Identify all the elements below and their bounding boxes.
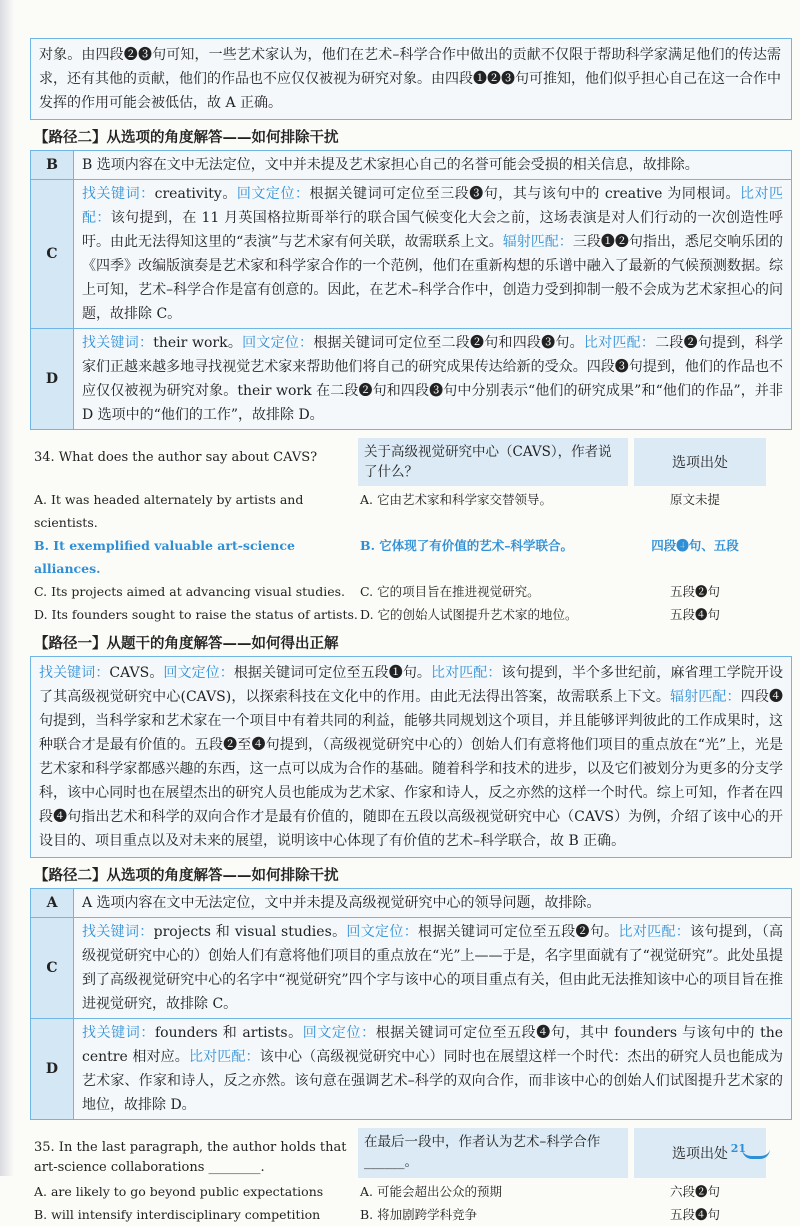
analysis-text: 该句提到，在 11 月英国格拉斯哥举行的联合国气候变化大会之前，这场表演是对人们行动的一次创造性呼吁。由此无法得知这里的“表演”与艺术家有何关联，故需联系上文。	[82, 210, 784, 250]
q34-stem-en: 34. What does the author say about CAVS?	[34, 450, 318, 465]
option-source: 五段❹句	[669, 1207, 720, 1222]
option-en: A. It was headed alternately by artists and scientists.	[34, 492, 304, 530]
question-option-row	[30, 580, 792, 603]
analysis-text: 根据关键词可定位至五段❹句，其中 founders 与该句中的 the centre 相对应。	[82, 1025, 784, 1065]
keyword-step-label: 比对匹配：	[583, 335, 656, 351]
question-option-row	[30, 1203, 792, 1226]
keyword-step-label: 比对匹配：	[82, 186, 784, 226]
option-source: 五段❹句	[669, 607, 720, 622]
option-analysis-row	[31, 1019, 792, 1120]
q35-header	[30, 1128, 792, 1178]
option-cn: A. 可能会超出公众的预期	[360, 1184, 502, 1199]
keyword-step-label: 比对匹配：	[188, 1049, 260, 1065]
option-analysis	[74, 329, 792, 430]
top-paragraph: 对象。由四段❷❸句可知，一些艺术家认为，他们在艺术–科学合作中做出的贡献不仅限于帮助科学家满足他们的传达需求，还有其他的贡献，他们的作品也不应仅仅被视为研究对象。由四段❶❷❸句可推知，他们似乎担心自己在这一合作中发挥的作用可能会被低估，故 A 正确。	[39, 47, 781, 111]
option-source: 六段❷句	[669, 1184, 720, 1199]
q34-options-table	[30, 888, 792, 1120]
question-option-row	[30, 603, 792, 626]
page	[30, 38, 792, 1226]
option-cn: D. 它的创始人试图提升艺术家的地位。	[360, 607, 578, 622]
question-option-row	[30, 534, 792, 580]
option-cn: B. 它体现了有价值的艺术–科学联合。	[360, 538, 574, 553]
analysis-text: 该中心（高级视觉研究中心）同时也在展望这样一个时代：杰出的研究人员也能成为艺术家、作家和诗人，反之亦然。该句意在强调艺术–科学的双向合作，而非该中心的创始人们试图提升艺术家的地位，故排除 D。	[82, 1049, 784, 1113]
option-analysis-row	[31, 151, 792, 180]
option-analysis	[74, 151, 792, 180]
keyword-step-label: 比对匹配：	[431, 665, 502, 681]
option-analysis-row	[31, 918, 792, 1019]
keyword-step-label: 回文定位：	[302, 1025, 376, 1041]
q34-source-header: 选项出处	[634, 438, 766, 486]
option-label: A	[31, 889, 74, 918]
q34-header	[30, 438, 792, 486]
option-analysis	[74, 180, 792, 329]
option-analysis-row	[31, 180, 792, 329]
option-en: A. are likely to go beyond public expectations	[34, 1184, 324, 1199]
page-edge-shadow	[0, 0, 14, 1176]
route2-title-a: 【路径二】从选项的角度解答——如何排除干扰	[34, 130, 339, 146]
analysis-text: 根据关键词可定位至五段❶句。	[233, 665, 432, 681]
analysis-text: 根据关键词可定位至五段❷句。	[418, 924, 619, 940]
keyword-step-label: 找关键词：	[39, 665, 110, 681]
analysis-text: 根据关键词可定位至三段❸句，其与该句中的 creative 为同根词。	[309, 186, 740, 202]
keyword-step-label: 找关键词：	[82, 186, 155, 202]
q35-stem-cn: 在最后一段中，作者认为艺术–科学合作______。	[358, 1128, 628, 1178]
option-en: B. will intensify interdisciplinary competition	[34, 1207, 321, 1222]
option-en: C. Its projects aimed at advancing visual studies.	[34, 584, 345, 599]
analysis-text: creativity。	[154, 186, 237, 202]
analysis-text: CAVS。	[109, 665, 164, 681]
analysis-text: 该句提到，（高级视觉研究中心的）创始人们有意将他们项目的重点放在“光”上——于是，名字里面就有了“视觉研究”。此处虽提到了高级视觉研究中心的名字中“视觉研究”四个字与该中心的项目重点有关，但由此无法推知该中心的项目旨在推进视觉研究，故排除 C。	[82, 924, 784, 1012]
option-en: D. Its founders sought to raise the status of artists.	[34, 607, 358, 622]
option-analysis-row	[31, 329, 792, 430]
analysis-text: 四段❹句提到，当科学家和艺术家在一个项目中有着共同的利益，能够共同规划这个项目，并且能够评判彼此的工作成果时，这种联合才是最有价值的。五段❷至❹句提到，（高级视觉研究中心的）创始人们有意将他们项目的重点放在“光”上，光是艺术家和科学家都感兴趣的东西，这一点可以成为合作的基础。随着科学和技术的进步，以及它们被划分为更多的分支学科，该中心同时也在展望杰出的研究人员也能成为艺术家、作家和诗人，反之亦然的这样一个时代。综上可知，作者在四段❹句指出艺术和科学的双向合作才是最有价值的，随即在五段以高级视觉研究中心（CAVS）为例，介绍了该中心的开设目的、项目重点以及对未来的展望，说明该中心体现了有价值的艺术–科学联合，故 B 正确。	[39, 689, 784, 849]
option-source: 五段❷句	[669, 584, 720, 599]
q34-analysis	[30, 656, 792, 858]
q34-options	[30, 488, 792, 626]
option-label: C	[31, 918, 74, 1019]
analysis-text: B 选项内容在文中无法定位，文中并未提及艺术家担心自己的名誉可能会受损的相关信息，故排除。	[82, 157, 699, 173]
q35-source-header: 选项出处	[634, 1128, 766, 1178]
option-cn: C. 它的项目旨在推进视觉研究。	[360, 584, 540, 599]
option-label: D	[31, 1019, 74, 1120]
analysis-text: 根据关键词可定位至二段❷句和四段❸句。	[313, 335, 584, 351]
keyword-step-label: 辐射匹配：	[502, 234, 573, 250]
analysis-text: 三段❶❷句指出，悉尼交响乐团的《四季》改编版演奏是艺术家和科学家合作的一个范例，他们在重新构想的乐谱中融入了最新的气候预测数据。综上可知，艺术–科学合作是富有创意的。因此，在艺术–科学合作中，创造力受到抑制一般不会成为艺术家担心的问题，故排除 C。	[82, 234, 784, 322]
keyword-step-label: 找关键词：	[82, 335, 154, 351]
analysis-text: their work。	[153, 335, 243, 351]
option-analysis-row	[31, 889, 792, 918]
option-label: B	[31, 151, 74, 180]
route2-title-b: 【路径二】从选项的角度解答——如何排除干扰	[34, 868, 339, 884]
option-cn: B. 将加剧跨学科竞争	[360, 1207, 478, 1222]
keyword-step-label: 找关键词：	[82, 1025, 155, 1041]
q35-stem-en: 35. In the last paragraph, the author holds that art-science collaborations ________.	[34, 1140, 347, 1175]
analysis-text: 二段❷句提到，科学家们正越来越多地寻找视觉艺术家来帮助他们将自己的研究成果传达给新的受众。四段❸句提到，他们的作品也不应仅仅被视为研究对象。their work 在二段❷句和四段❸句中分别表示“他们的研究成果”和“他们的作品”，并非 D 选项中的“他们的工作”，故排除 D。	[82, 335, 784, 423]
analysis-text: founders 和 artists。	[154, 1025, 303, 1041]
option-source: 四段❹句、五段	[651, 538, 739, 553]
q33-options-table	[30, 150, 792, 430]
page-number-swoosh	[742, 1146, 770, 1159]
keyword-step-label: 回文定位：	[346, 924, 419, 940]
option-en: B. It exemplified valuable art-science alliances.	[34, 538, 295, 576]
keyword-step-label: 比对匹配：	[618, 924, 691, 940]
keyword-step-label: 辐射匹配：	[669, 689, 741, 705]
analysis-text: A 选项内容在文中无法定位，文中并未提及高级视觉研究中心的领导问题，故排除。	[82, 895, 601, 911]
option-cn: A. 它由艺术家和科学家交替领导。	[360, 492, 552, 507]
keyword-step-label: 找关键词：	[82, 924, 154, 940]
analysis-text: projects 和 visual studies。	[153, 924, 347, 940]
option-label: D	[31, 329, 74, 430]
q34-stem-cn: 关于高级视觉研究中心（CAVS），作者说了什么？	[358, 438, 628, 486]
q35-options	[30, 1180, 792, 1226]
option-label: C	[31, 180, 74, 329]
page-number: 21	[730, 1142, 746, 1155]
keyword-step-label: 回文定位：	[163, 665, 234, 681]
question-option-row	[30, 488, 792, 534]
option-source: 原文未提	[669, 492, 720, 507]
question-option-row	[30, 1180, 792, 1203]
option-analysis	[74, 889, 792, 918]
route1-title: 【路径一】从题干的角度解答——如何得出正解	[34, 636, 339, 652]
option-analysis	[74, 918, 792, 1019]
keyword-step-label: 回文定位：	[236, 186, 310, 202]
top-paragraph-box	[30, 38, 792, 120]
analysis-text: 该句提到，半个多世纪前，麻省理工学院开设了其高级视觉研究中心(CAVS)，以探索科技在文化中的作用。由此无法得出答案，故需联系上下文。	[39, 665, 784, 705]
keyword-step-label: 回文定位：	[242, 335, 314, 351]
option-analysis	[74, 1019, 792, 1120]
